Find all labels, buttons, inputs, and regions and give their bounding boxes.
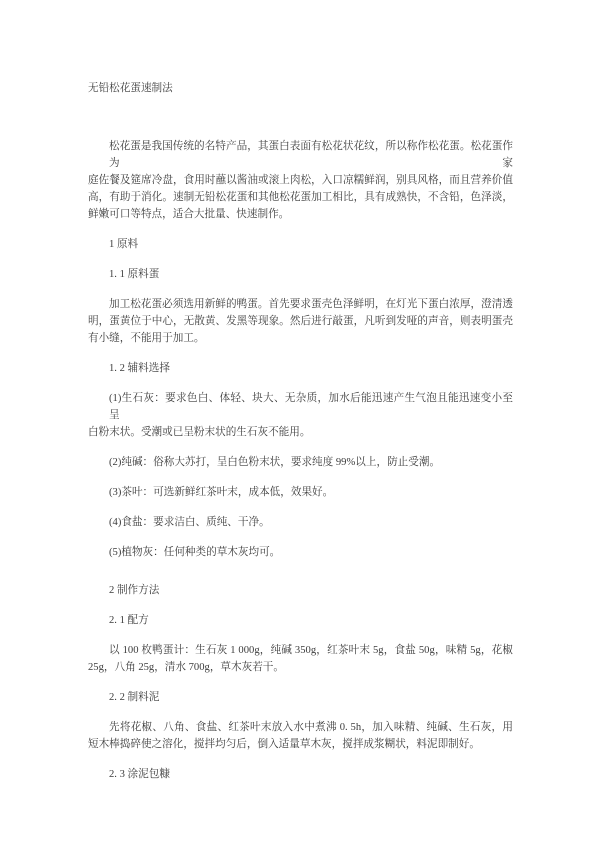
heading-2-3-mud-coating [88,766,513,783]
item-soda-ash [88,454,513,471]
text-line: 以 100 枚鸭蛋计：生石灰 1 000g，纯碱 350g，红茶叶末 5g，食盐 50g，味精 5g，花椒 [109,645,513,656]
text-line: 明，蛋黄位于中心，无散黄、发黑等现象。然后进行敲蛋，凡听到发哑的声音，则表明蛋壳 [88,316,513,327]
item-quicklime [88,390,513,441]
text-line: 1 原料 [109,239,139,250]
heading-1-1-raw-egg [88,266,513,283]
text-line: (1)生石灰：要求色白、体轻、块大、无杂质，加水后能迅速产生气泡且能迅速变小至呈 [109,393,513,421]
text-line: (5)植物灰：任何种类的草木灰均可。 [109,547,281,558]
text-line: (4)食盐：要求洁白、质纯、干净。 [109,517,270,528]
item-salt [88,514,513,531]
paragraph-intro [88,138,513,223]
text-line: 鲜嫩可口等特点，适合大批量、快速制作。 [88,209,290,220]
text-line: 有小缝，不能用于加工。 [88,333,205,344]
text-line: (3)茶叶：可选新鲜红茶叶末，成本低，效果好。 [109,487,334,498]
heading-1-2-auxiliary-selection [88,360,513,377]
text-line: 1. 1 原料蛋 [109,269,160,280]
text-line: 白粉末状。受潮或已呈粉末状的生石灰不能用。 [88,427,311,438]
text-line: 25g，八角 25g，清水 700g，草木灰若干。 [88,662,284,673]
document-body [88,80,513,796]
heading-2-2-mud-preparation [88,689,513,706]
text-line: 庭佐餐及筵席冷盘，食用时蘸以酱油或滚上肉松，入口凉糯鲜润，别具风格，而且营养价值 [88,175,513,186]
text-line: 2. 2 制料泥 [109,692,160,703]
text-line: 2. 3 涂泥包糠 [109,769,170,780]
text-line: 1. 2 辅料选择 [109,363,170,374]
heading-2-production-method [88,582,513,599]
item-plant-ash [88,544,513,561]
paragraph-raw-egg [88,296,513,347]
text-line: 高，有助于消化。速制无铅松花蛋和其他松花蛋加工相比，具有成熟快，不含铅，色泽淡， [88,192,513,203]
text-line: 2 制作方法 [109,585,160,596]
heading-2-1-formula [88,612,513,629]
item-tea-leaves [88,484,513,501]
heading-1-raw-materials [88,236,513,253]
text-line: 短木棒捣碎使之溶化，搅拌均匀后，倒入适量草木灰，搅拌成浆糊状，料泥即制好。 [88,739,480,750]
text-line: 2. 1 配方 [109,615,149,626]
document-title: 无铅松花蛋速制法 [88,83,173,94]
text-line: 加工松花蛋必须选用新鲜的鸭蛋。首先要求蛋壳色泽鲜明，在灯光下蛋白浓厚，澄清透 [109,299,513,310]
text-line: 松花蛋是我国传统的名特产品，其蛋白表面有松花状花纹，所以称作松花蛋。松花蛋作为家 [109,141,513,169]
text-line: (2)纯碱：俗称大苏打，呈白色粉末状，要求纯度 99%以上，防止受潮。 [109,457,441,468]
text-line: 先将花椒、八角、食盐、红茶叶末放入水中煮沸 0. 5h，加入味精、纯碱、生石灰，用 [109,722,513,733]
paragraph-mud-making [88,719,513,753]
paragraph-formula [88,642,513,676]
